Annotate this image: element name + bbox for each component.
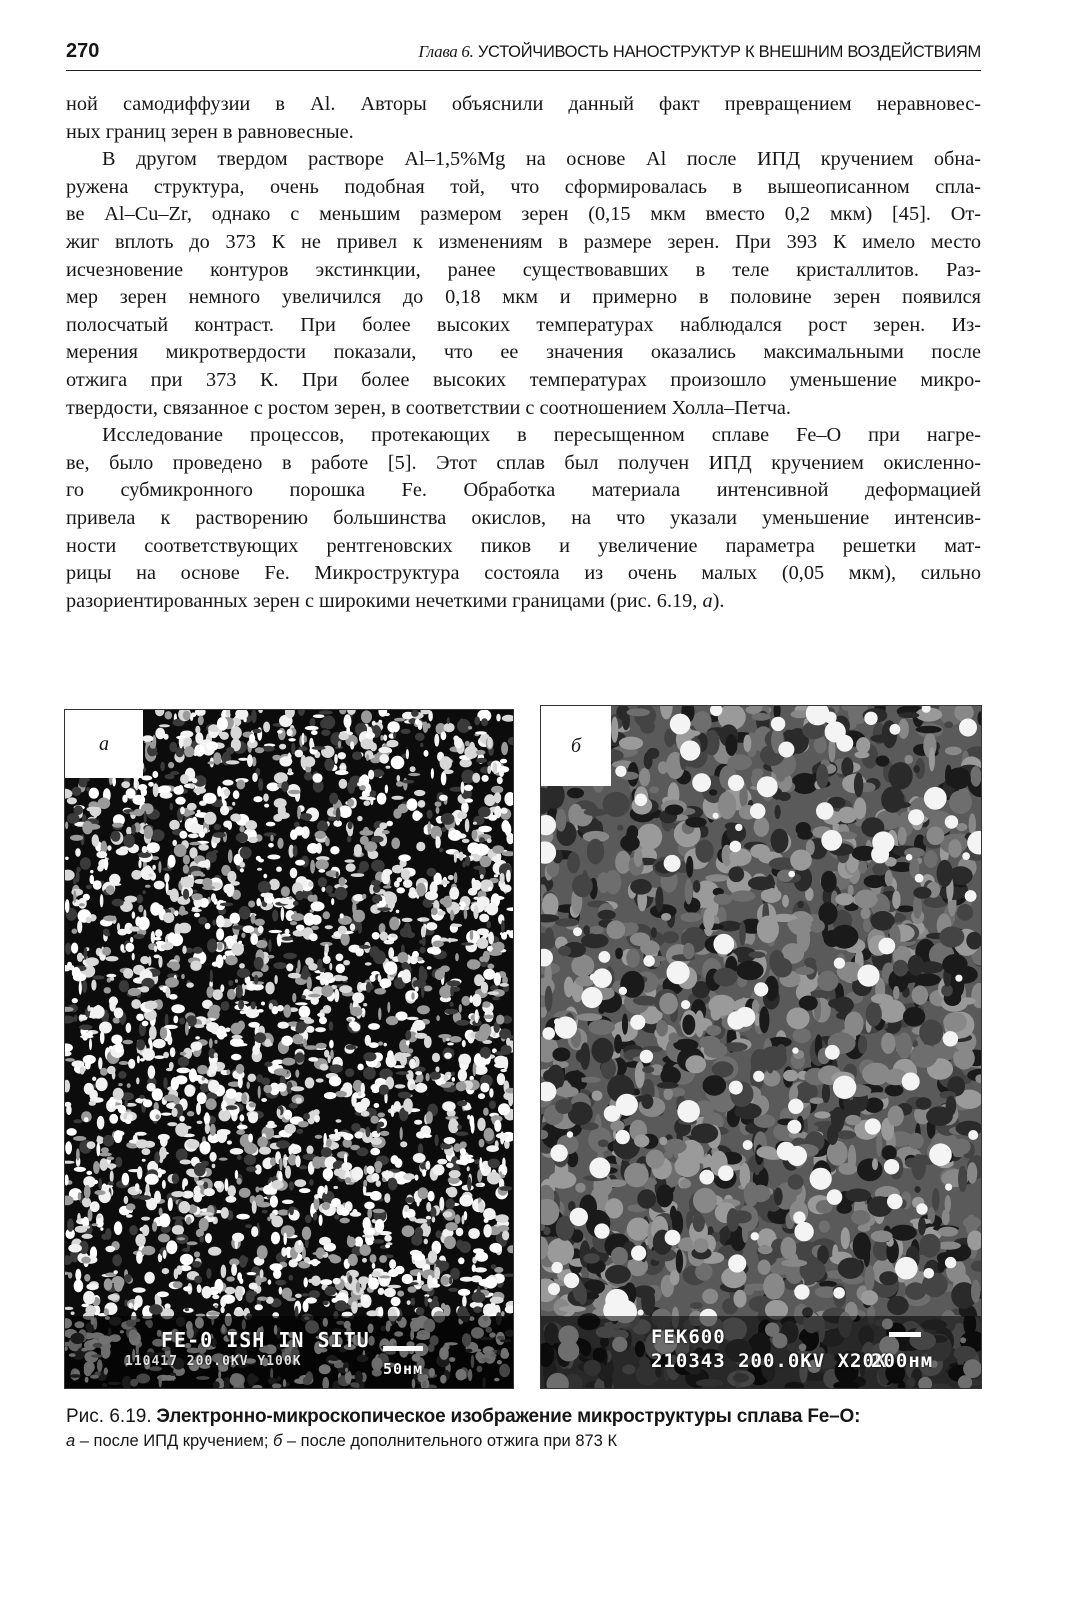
paragraph-1	[66, 91, 981, 146]
text-line-main: разориентированных зерен с широкими нечеткими границами (рис. 6.19,	[66, 589, 703, 612]
overlay-label-b-1: FEK600	[651, 1326, 726, 1348]
caption-letter-b: б	[273, 1432, 283, 1450]
scale-bar-a	[383, 1346, 423, 1351]
panel-letter-a: а	[65, 710, 143, 778]
caption-title-line	[66, 1405, 981, 1429]
overlay-label-b-2: 210343 200.0KV X20K	[651, 1350, 888, 1372]
text-line: ве, было проведено в работе [5]. Этот сплав был получен ИПД кручением окисленно-	[66, 451, 981, 474]
text-line: ружена структура, очень подобная той, что сформировалась в вышеописанном спла-	[66, 175, 981, 198]
text-line: Исследование процессов, протекающих в пересыщенном сплаве Fe–O при нагре-	[102, 424, 981, 447]
scale-label-a: 50нм	[383, 1360, 424, 1378]
text-line: твердости, связанное с ростом зерен, в соответствии с соотношением Холла–Петча.	[66, 396, 792, 419]
page-header	[66, 38, 981, 72]
paragraph-3	[66, 422, 981, 615]
text-line: ной самодиффузии в Al. Авторы объяснили данный факт превращением неравновес-	[66, 93, 981, 115]
caption-subtitle	[66, 1429, 981, 1453]
text-line: рицы на основе Fe. Микроструктура состояла из очень малых (0,05 мкм), сильно	[66, 562, 981, 585]
chapter-prefix: Глава 6.	[418, 42, 474, 61]
caption-letter-a: а	[66, 1432, 76, 1450]
text-line: го субмикронного порошка Fe. Обработка материала интенсивной деформацией	[66, 479, 981, 502]
running-title	[418, 42, 981, 62]
page-number: 270	[66, 40, 100, 62]
text-line: отжига при 373 К. При более высоких температурах произошло уменьшение микро-	[66, 368, 981, 391]
scale-bar-b	[889, 1332, 921, 1337]
chapter-title: УСТОЙЧИВОСТЬ НАНОСТРУКТУР К ВНЕШНИМ ВОЗДЕЙСТВИЯМ	[477, 43, 981, 61]
micrograph-image-b	[541, 706, 981, 1388]
text-line: мерения микротвердости показали, что ее значения оказались максимальными после	[66, 341, 981, 364]
overlay-label-a-2: 110417 200.0KV Y100K	[125, 1354, 302, 1369]
figure-caption	[66, 1405, 981, 1453]
micrograph-image-a	[65, 710, 513, 1388]
text-line: ве Al–Cu–Zr, однако с меньшим размером зерен (0,15 мкм вместо 0,2 мкм) [45]. От-	[66, 203, 981, 226]
panel-letter-b: б	[541, 706, 611, 786]
figure-ref-letter: а	[702, 589, 713, 612]
caption-number: Рис. 6.19.	[66, 1406, 152, 1427]
text-line: исчезновение контуров экстинкции, ранее существовавших в теле кристаллитов. Раз-	[66, 258, 981, 281]
text-line: привела к растворению большинства окислов, на что указали уменьшение интенсив-	[66, 506, 981, 529]
figure-6-19	[64, 705, 984, 1395]
caption-text-a: – после ИПД кручением;	[75, 1432, 274, 1450]
text-line: ных границ зерен в равновесные.	[66, 120, 354, 143]
text-line-tail: ).	[712, 589, 725, 612]
caption-text-b: – после дополнительного отжига при 873 К	[282, 1432, 618, 1450]
text-line: жиг вплоть до 373 К не привел к изменениям в размере зерен. При 393 К имело место	[66, 230, 981, 253]
body-text	[66, 91, 981, 615]
header-rule	[66, 70, 981, 71]
overlay-label-a-1: FE-0 ISH IN SITU	[161, 1328, 370, 1352]
paragraph-2	[66, 146, 981, 422]
micrograph-panel-a	[64, 709, 514, 1389]
text-line: В другом твердом растворе Al–1,5%Mg на основе Al после ИПД кручением обна-	[102, 148, 981, 171]
caption-title: Электронно-микроскопическое изображение микроструктуры сплава Fe–O:	[156, 1406, 861, 1427]
text-line: ности соответствующих рентгеновских пиков и увеличение параметра решетки мат-	[66, 534, 981, 557]
text-line: мер зерен немного увеличился до 0,18 мкм и примерно в половине зерен появился	[66, 286, 981, 309]
text-line-last	[66, 588, 981, 616]
micrograph-panel-b	[540, 705, 982, 1389]
text-line: полосчатый контраст. При более высоких температурах наблюдался рост зерен. Из-	[66, 313, 981, 336]
scale-label-b: 200нм	[871, 1350, 934, 1372]
